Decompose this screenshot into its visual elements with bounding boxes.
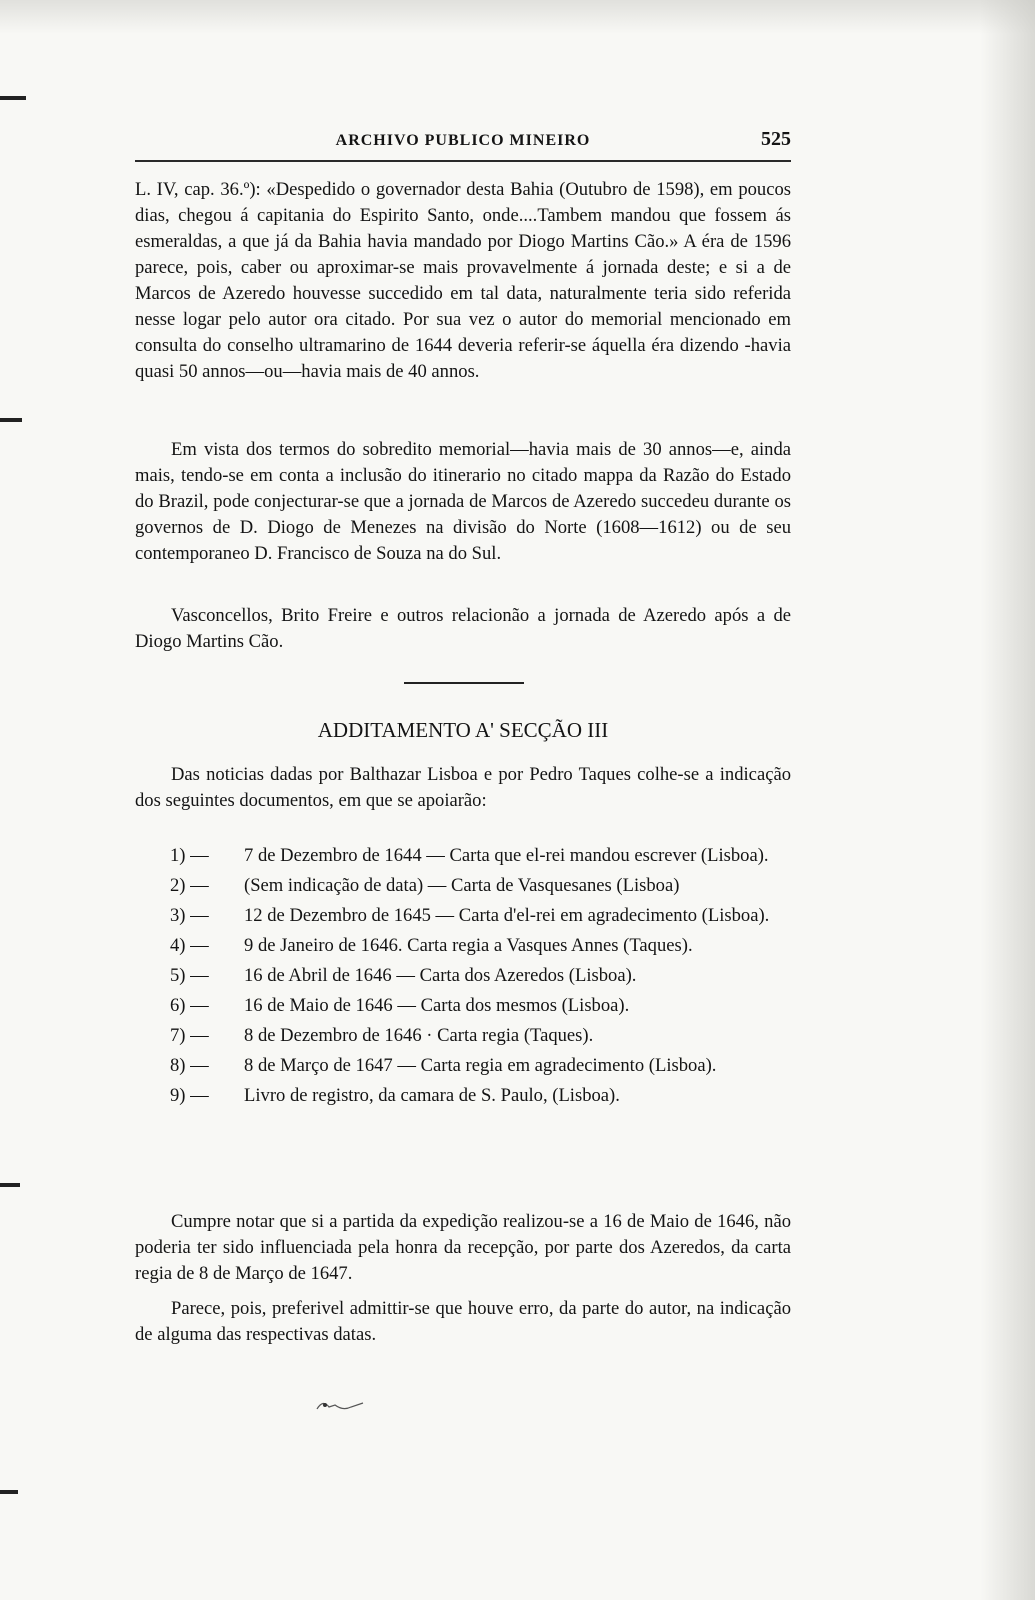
scan-edge-mark [0, 1183, 20, 1187]
item-text: 16 de Abril de 1646 — Carta dos Azeredos (Lisboa). [244, 965, 637, 986]
item-number: 7) — [170, 1025, 209, 1046]
paragraph: L. IV, cap. 36.º): «Despedido o governador desta Bahia (Outubro de 1598), em poucos dias, chegou á capitania do Espirito Santo, onde....Tambem mandou que fossem ás esmeraldas, a que já da Bahia havia mandado por Diogo Martins Cão.» A éra de 1596 parece, pois, caber ou aproximar-se mais provavelmente á jornada deste; e si a de Marcos de Azeredo houvesse succedido em tal data, naturalmente teria sido referida nesse logar pelo autor ora citado. Por sua vez o autor do memorial mencionado em consulta do conselho ultramarino de 1644 deveria referir-se áquella éra dizendo -havia quasi 50 annos—ou—havia mais de 40 annos. [135, 179, 791, 382]
document-list [170, 843, 791, 1113]
item-number: 1) — [170, 845, 209, 866]
item-text: 8 de Dezembro de 1646 · Carta regia (Taques). [244, 1025, 594, 1046]
scan-edge-mark [0, 96, 26, 100]
item-number: 9) — [170, 1085, 209, 1106]
list-item [170, 963, 791, 989]
item-text: 7 de Dezembro de 1644 — Carta que el-rei mandou escrever (Lisboa). [244, 845, 769, 866]
list-item [170, 843, 791, 869]
scan-shadow-right [980, 0, 1035, 1600]
page-number: 525 [761, 128, 791, 150]
item-text: 9 de Janeiro de 1646. Carta regia a Vasques Annes (Taques). [244, 935, 693, 956]
list-item [170, 993, 791, 1019]
scan-edge-mark [0, 418, 22, 422]
item-number: 6) — [170, 995, 209, 1016]
item-text: Livro de registro, da camara de S. Paulo, (Lisboa). [244, 1085, 620, 1106]
scan-edge-mark [0, 1490, 18, 1494]
scan-shadow-top [0, 0, 1035, 34]
section-divider [404, 682, 524, 684]
running-header [135, 128, 791, 162]
ink-smudge [315, 1395, 365, 1415]
paragraph: Parece, pois, preferivel admittir-se que houve erro, da parte do autor, na indicação de alguma das respectivas datas. [135, 1298, 791, 1345]
paragraph: Cumpre notar que si a partida da expedição realizou-se a 16 de Maio de 1646, não poderia ter sido influenciada pela honra da recepção, por parte dos Azeredos, da carta regia de 8 de Março de 1647. [135, 1211, 791, 1284]
item-text: (Sem indicação de data) — Carta de Vasquesanes (Lisboa) [244, 875, 680, 896]
item-number: 3) — [170, 905, 209, 926]
list-item [170, 1053, 791, 1079]
item-text: 12 de Dezembro de 1645 — Carta d'el-rei em agradecimento (Lisboa). [244, 905, 770, 926]
item-text: 8 de Março de 1647 — Carta regia em agradecimento (Lisboa). [244, 1055, 717, 1076]
section-title: ADDITAMENTO A' SECÇÃO III [317, 718, 609, 742]
list-item [170, 873, 791, 899]
list-item [170, 1083, 791, 1109]
item-number: 8) — [170, 1055, 209, 1076]
item-number: 2) — [170, 875, 209, 896]
list-item [170, 933, 791, 959]
item-number: 4) — [170, 935, 209, 956]
list-item [170, 1023, 791, 1049]
item-number: 5) — [170, 965, 209, 986]
item-text: 16 de Maio de 1646 — Carta dos mesmos (Lisboa). [244, 995, 630, 1016]
header-title: ARCHIVO PUBLICO MINEIRO [335, 132, 591, 149]
intro-paragraph: Das noticias dadas por Balthazar Lisboa e por Pedro Taques colhe-se a indicação dos seguintes documentos, em que se apoiarão: [135, 764, 791, 811]
paragraph: Em vista dos termos do sobredito memorial—havia mais de 30 annos—e, ainda mais, tendo-se em conta a inclusão do itinerario no citado mappa da Razão do Estado do Brazil, pode conjecturar-se que a jornada de Marcos de Azeredo succedeu durante os governos de D. Diogo de Menezes na divisão do Norte (1608—1612) ou de seu contemporaneo D. Francisco de Souza na do Sul. [135, 439, 791, 564]
list-item [170, 903, 791, 929]
paragraph: Vasconcellos, Brito Freire e outros relacionão a jornada de Azeredo após a de Diogo Martins Cão. [135, 605, 791, 652]
